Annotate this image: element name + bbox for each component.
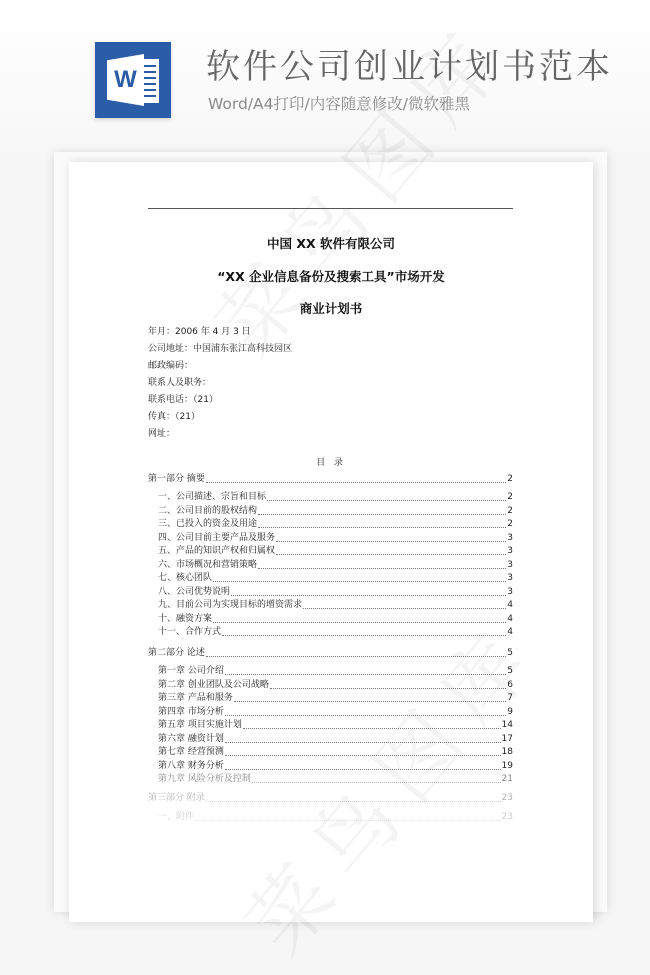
page-subtitle: Word/A4打印/内容随意修改/微软雅黑 — [208, 95, 470, 113]
word-icon — [95, 42, 171, 118]
toc-entry[interactable]: 第二章 创业团队及公司战略 6 — [158, 679, 513, 690]
company-info — [148, 324, 292, 443]
toc-title: 目 录 — [316, 458, 346, 468]
toc-entry[interactable]: 第二部分 论述 5 — [148, 648, 513, 658]
info-date: 年月：2006 年 4 月 3 日 — [148, 327, 251, 337]
toc-entry[interactable]: 三、已投入的资金及用途 2 — [158, 519, 513, 529]
word-letter: W — [114, 66, 137, 93]
toc-entry[interactable]: 第九章 风险分析及控制 21 — [158, 774, 513, 784]
company-name: 中国 XX 软件有限公司 — [267, 236, 395, 251]
info-contact: 联系人及职务： — [148, 378, 212, 388]
toc-entry[interactable]: 二、公司目前的股权结构 2 — [158, 505, 513, 516]
toc-entry[interactable]: 一、附件 23 — [158, 812, 513, 822]
toc-entry[interactable]: 第五章 项目实施计划 14 — [158, 720, 513, 730]
toc-entry[interactable]: 第四章 市场分析 9 — [158, 706, 513, 717]
toc-entry[interactable]: 第三部分 附录 23 — [148, 793, 513, 803]
toc-entry[interactable]: 第三章 产品和服务 7 — [158, 693, 513, 703]
info-fax: 传真：（21） — [148, 412, 200, 422]
info-phone: 联系电话：（21） — [148, 395, 218, 405]
toc-entry[interactable]: 第一章 公司介绍 5 — [158, 666, 513, 676]
toc-entry[interactable]: 第一部分 摘要 2 — [148, 474, 513, 484]
toc-entry[interactable]: 七、核心团队 3 — [158, 573, 513, 583]
toc-entry[interactable]: 六、市场概况和营销策略 3 — [158, 559, 513, 570]
toc-entry[interactable]: 十、融资方案 4 — [158, 613, 513, 624]
info-address: 公司地址：中国浦东张江高科技园区 — [148, 344, 293, 354]
toc-entry[interactable]: 第六章 融资计划 17 — [158, 733, 513, 744]
toc-entry[interactable]: 八、公司优势说明 3 — [158, 586, 513, 597]
toc-entry[interactable]: 四、公司目前主要产品及服务 3 — [158, 532, 513, 543]
toc-entry[interactable]: 第八章 财务分析 19 — [158, 760, 513, 771]
info-postcode: 邮政编码： — [148, 361, 194, 371]
toc-entry[interactable]: 十一、合作方式 4 — [158, 627, 513, 637]
header-rule — [148, 208, 513, 209]
info-website: 网址： — [148, 429, 176, 439]
toc-entry[interactable]: 五、产品的知识产权和归属权 3 — [158, 546, 513, 556]
toc-entry[interactable]: 第七章 经营预测 18 — [158, 747, 513, 757]
page-title: 软件公司创业计划书范本 — [206, 47, 613, 87]
document-type: 商业计划书 — [299, 301, 363, 316]
toc-entry[interactable]: 一、公司描述、宗旨和目标 2 — [158, 492, 513, 502]
toc-entry[interactable]: 九、目前公司为实现目标的增资需求 4 — [158, 600, 513, 610]
project-title: “XX 企业信息备份及搜索工具”市场开发 — [217, 269, 445, 284]
document-page — [69, 162, 593, 922]
